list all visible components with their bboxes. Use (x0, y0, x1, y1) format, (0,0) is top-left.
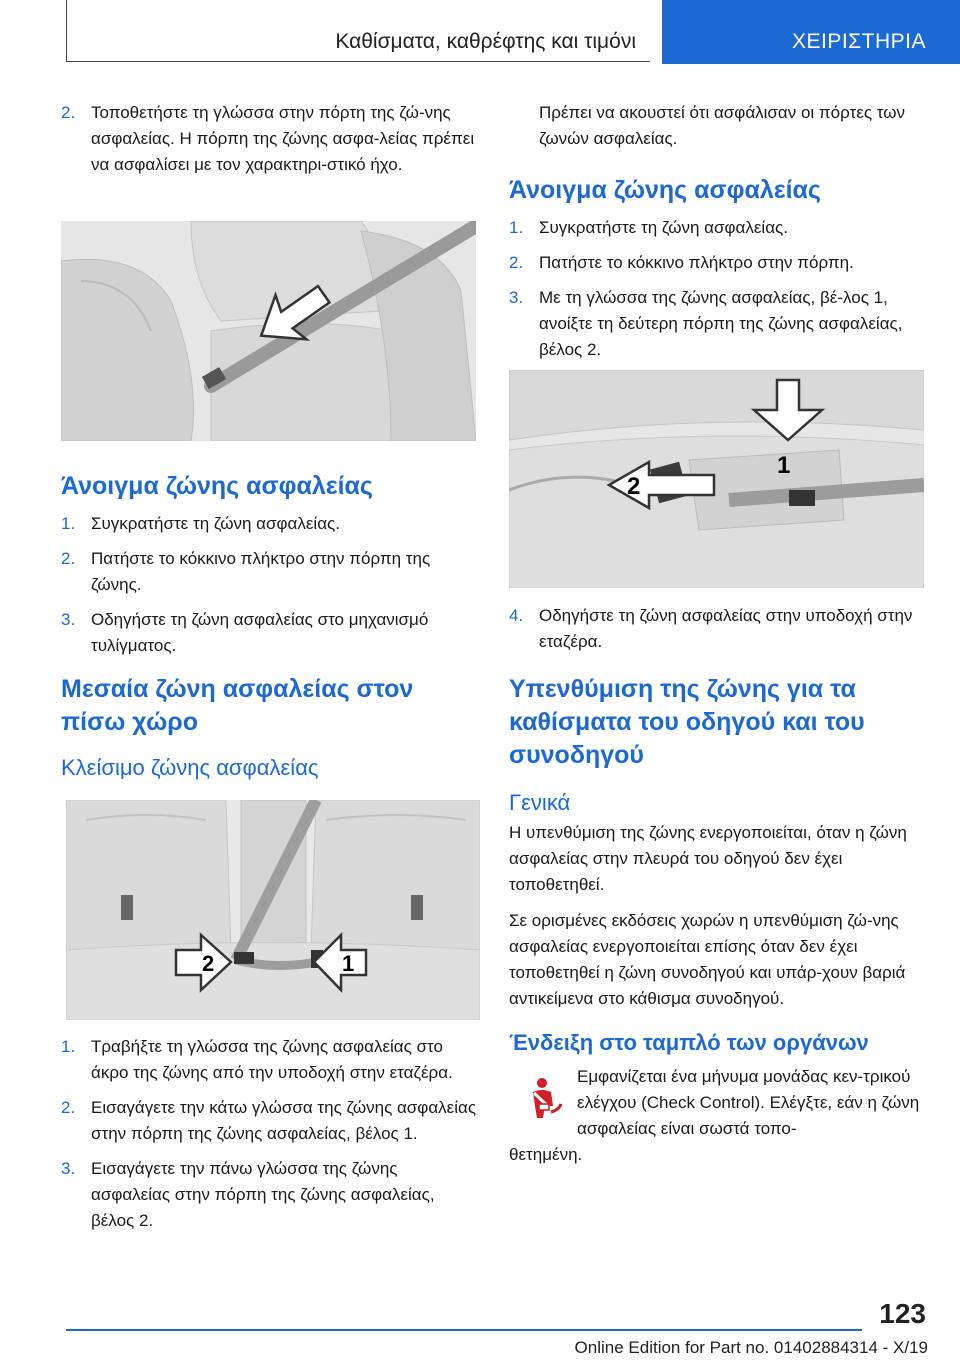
step-text: Εισαγάγετε την πάνω γλώσσα της ζώνης ασφαλείας στην πόρπη της ζώνης ασφαλείας, βέλος 2. (91, 1159, 435, 1230)
list-item (61, 1034, 477, 1086)
step-text: Πατήστε το κόκκινο πλήκτρο στην πόρπη της ζώνης. (91, 549, 431, 594)
step-number: 1. (61, 514, 76, 533)
second-buckle-illustration (509, 370, 924, 588)
intro-step (61, 100, 477, 178)
step-number: 4. (509, 606, 524, 625)
step-number: 2. (61, 1098, 76, 1117)
general-paragraph-2: Σε ορισμένες εκδόσεις χωρών η υπενθύμιση ζώ-νης ασφαλείας ενεργοποιείται επίσης όταν δεν έχει τοποθετηθεί η ζώνη συνοδηγού και υπάρ-χουν βαριά αντικείμενα στο κάθισμα συνοδηγού. (509, 911, 906, 1008)
second-buckle-drawing (509, 370, 924, 588)
rear-middle-belt-drawing (66, 800, 480, 1020)
step-text: Τραβήξτε τη γλώσσα της ζώνης ασφαλείας στο άκρο της ζώνης από την υποδοχή στην εταζέρα. (91, 1037, 453, 1082)
arrow-label-1: 1 (777, 452, 791, 479)
right-open-heading: Άνοιγμα ζώνης ασφαλείας (509, 176, 821, 204)
step-number: 1. (61, 1037, 76, 1056)
indicator-text: Εμφανίζεται ένα μήνυμα μονάδας κεν-τρικού ελέγχου (Check Control). Ελέγξτε, εάν η ζώνη ασφαλείας είναι σωστά τοπο- (577, 1067, 920, 1138)
list-item (509, 285, 925, 363)
step-number: 3. (61, 1159, 76, 1178)
step-text: Οδηγήστε τη ζώνη ασφαλείας στο μηχανισμό τυλίγματος. (91, 610, 429, 655)
list-item (61, 546, 477, 598)
step-text: Συγκρατήστε τη ζώνη ασφαλείας. (91, 514, 340, 533)
right-column-bottom (509, 603, 925, 1178)
page-header (0, 0, 960, 64)
close-belt-subheading: Κλείσιμο ζώνης ασφαλείας (61, 755, 319, 780)
indicator-subheading: Ένδειξη στο ταμπλό των οργάνων (509, 1030, 869, 1055)
list-item (509, 250, 925, 276)
page-number: 123 (879, 1298, 926, 1329)
arrow-label-1: 1 (342, 951, 355, 976)
right-column-top (509, 100, 925, 372)
step-number: 2. (509, 253, 524, 272)
step-text: Συγκρατήστε τη ζώνη ασφαλείας. (539, 218, 788, 237)
step-text: Οδηγήστε τη ζώνη ασφαλείας στην υποδοχή στην εταζέρα. (539, 606, 913, 651)
left-open-heading: Άνοιγμα ζώνης ασφαλείας (61, 472, 373, 500)
step-number: 2. (61, 103, 76, 122)
list-item (61, 1095, 477, 1147)
left-open-section (61, 470, 477, 783)
seatbelt-warning-icon-svg (521, 1076, 567, 1122)
rear-middle-belt-illustration (66, 800, 480, 1020)
general-subheading: Γενικά (509, 790, 571, 815)
step-number: 3. (509, 288, 524, 307)
list-item (61, 1156, 477, 1234)
chapter-tab[interactable]: ΧΕΙΡΙΣΤΗΡΙΑ (662, 0, 960, 64)
right-intro-text: Πρέπει να ακουστεί ότι ασφάλισαν οι πόρτες των ζωνών ασφαλείας. (539, 103, 905, 148)
arrow-label-2: 2 (627, 473, 641, 500)
seatbelt-warning-icon (509, 1064, 577, 1142)
step-number: 3. (61, 610, 76, 629)
step-text: Εισαγάγετε την κάτω γλώσσα της ζώνης ασφαλείας στην πόρπη της ζώνης ασφαλείας, βέλος 1. (91, 1098, 477, 1143)
list-item (509, 603, 925, 655)
footer-divider (66, 1329, 862, 1331)
footer-edition: Online Edition for Part no. 01402884314 - X/19 (574, 1338, 928, 1357)
arrow-label-2: 2 (202, 951, 215, 976)
list-item (61, 511, 477, 537)
general-paragraph-1: Η υπενθύμιση της ζώνης ενεργοποιείται, όταν η ζώνη ασφαλείας στην πλευρά του οδηγού δεν έχει τοποθετηθεί. (509, 823, 907, 894)
step-number: 1. (509, 218, 524, 237)
list-item (509, 215, 925, 241)
step-text: Με τη γλώσσα της ζώνης ασφαλείας, βέ-λος 1, ανοίξτε τη δεύτερη πόρπη της ζώνης ασφαλείας, βέλος 2. (539, 288, 903, 359)
middle-belt-heading: Μεσαία ζώνη ασφαλείας στον πίσω χώρο (61, 675, 414, 736)
front-buckle-drawing (61, 221, 476, 441)
front-buckle-illustration (61, 221, 476, 441)
step-text: Πατήστε το κόκκινο πλήκτρο στην πόρπη. (539, 253, 854, 272)
belt-reminder-heading: Υπενθύμιση της ζώνης για τα καθίσματα του οδηγού και του συνοδηγού (509, 675, 865, 769)
left-column (61, 100, 477, 187)
list-item (61, 607, 477, 659)
left-close-steps (61, 1034, 477, 1243)
step-number: 2. (61, 549, 76, 568)
section-title: Καθίσματα, καθρέφτης και τιμόνι (335, 30, 636, 53)
step-text: Τοποθετήστε τη γλώσσα στην πόρτη της ζώ-νης ασφαλείας. Η πόρπη της ζώνης ασφα-λείας πρέπει να ασφαλίσει με τον χαρακτηρι-στικό ήχο. (91, 103, 475, 174)
indicator-text-continued: θετημένη. (509, 1145, 583, 1164)
indicator-note (509, 1064, 925, 1142)
